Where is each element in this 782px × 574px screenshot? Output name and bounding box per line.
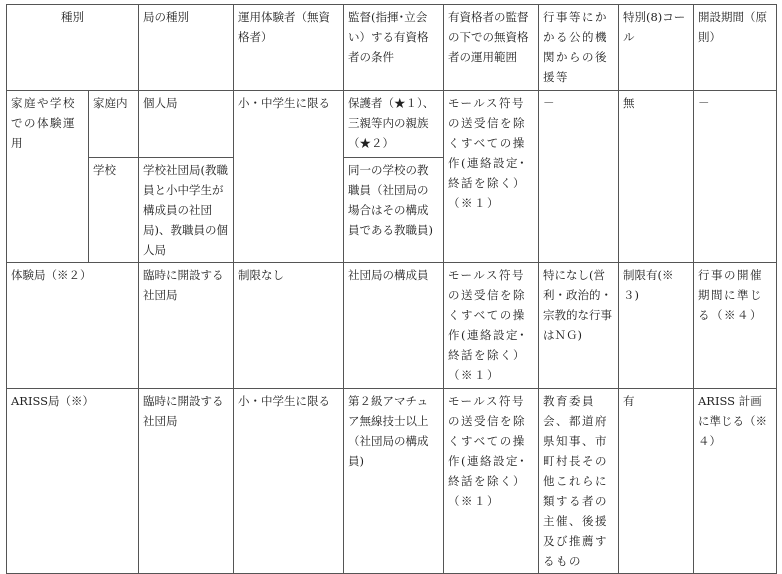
- special-call-experience: 制限有(※３): [619, 263, 694, 389]
- supervision-home: 保護者（★１）、三親等内の親族（★２）: [344, 91, 444, 158]
- scope-experience: モールス符号の送受信を除くすべての操作(連絡設定･終話を除く）（※１）: [444, 263, 539, 389]
- header-special-call: 特別(8)コール: [619, 5, 694, 91]
- operator-home-school: 小・中学生に限る: [234, 91, 344, 263]
- header-row: [7, 5, 777, 91]
- category-experience: 体験局（※２）: [7, 263, 139, 389]
- header-sponsor: 行事等にかかる公的機関からの後援等: [539, 5, 619, 91]
- subcategory-school: 学校: [89, 158, 139, 263]
- sponsor-experience: 特になし(営利・政治的・宗教的な行事はＮＧ): [539, 263, 619, 389]
- station-type-school: 学校社団局(教職員と小中学生が構成員の社団局)、教職員の個人局: [139, 158, 234, 263]
- sponsor-ariss: 教育委員会、都道府県知事、市町村長その他これらに類する者の主催、後援及び推薦するもの: [539, 389, 619, 574]
- period-experience: 行事の開催期間に準じる（※４）: [694, 263, 777, 389]
- scope-ariss: モールス符号の送受信を除くすべての操作(連絡設定･終話を除く）（※１）: [444, 389, 539, 574]
- license-table: [6, 4, 777, 574]
- category-home-school: 家庭や学校での体験運用: [7, 91, 89, 263]
- sponsor-home-school: －: [539, 91, 619, 263]
- header-supervision: 監督(指揮･立会い）する有資格者の条件: [344, 5, 444, 91]
- header-station-type: 局の種別: [139, 5, 234, 91]
- operator-ariss: 小・中学生に限る: [234, 389, 344, 574]
- special-call-home-school: 無: [619, 91, 694, 263]
- table-row-ariss: [7, 389, 777, 574]
- header-scope: 有資格者の監督の下での無資格者の運用範囲: [444, 5, 539, 91]
- period-ariss: ARISS 計画に準じる（※４）: [694, 389, 777, 574]
- header-category: 種別: [7, 5, 139, 91]
- header-operator: 運用体験者（無資格者）: [234, 5, 344, 91]
- supervision-experience: 社団局の構成員: [344, 263, 444, 389]
- station-type-home: 個人局: [139, 91, 234, 158]
- scope-home-school: モールス符号の送受信を除くすべての操作(連絡設定･終話を除く）（※１）: [444, 91, 539, 263]
- station-type-ariss: 臨時に開設する社団局: [139, 389, 234, 574]
- operator-experience: 制限なし: [234, 263, 344, 389]
- station-type-experience: 臨時に開設する社団局: [139, 263, 234, 389]
- special-call-ariss: 有: [619, 389, 694, 574]
- header-period: 開設期間（原則）: [694, 5, 777, 91]
- period-home-school: －: [694, 91, 777, 263]
- category-ariss: ARISS局（※）: [7, 389, 139, 574]
- table-row-experience: [7, 263, 777, 389]
- supervision-ariss: 第２級アマチュア無線技士以上（社団局の構成員): [344, 389, 444, 574]
- subcategory-home: 家庭内: [89, 91, 139, 158]
- supervision-school: 同一の学校の教職員（社団局の場合はその構成員である教職員): [344, 158, 444, 263]
- table-row-home: [7, 91, 777, 158]
